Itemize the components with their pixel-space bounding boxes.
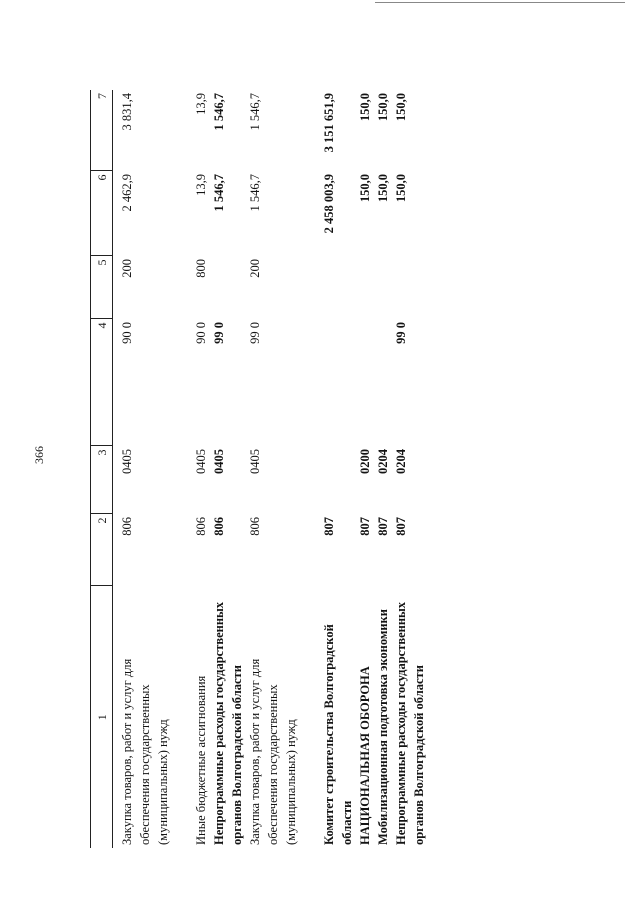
cell-target-code [300, 319, 356, 446]
cell-section-code: 0405 [194, 449, 208, 474]
cell-section-code: 0405 [248, 449, 262, 474]
cell-ministry-code: 807 [376, 517, 390, 536]
table-row [356, 90, 374, 848]
cell-amount-1: 150,0 [358, 174, 372, 203]
cell-expense-type [300, 256, 356, 319]
cell-target-code [374, 319, 392, 446]
cell-amount-2: 150,0 [358, 93, 372, 122]
header-cell: 4 [91, 319, 113, 446]
cell-expense-type [356, 256, 374, 319]
cell-amount-2: 150,0 [376, 93, 390, 122]
cell-section-code: 0405 [212, 449, 226, 474]
cell-amount-1: 13,9 [194, 174, 208, 196]
table-row [374, 90, 392, 848]
cell-ministry-code: 806 [194, 517, 208, 536]
cell-ministry-code: 806 [248, 517, 262, 536]
row-name: Непрограммные расходы государственных органов Волгоградской области [394, 601, 426, 845]
header-cell: 2 [91, 514, 113, 586]
cell-amount-2: 1 546,7 [212, 93, 226, 131]
cell-amount-1: 2 458 003,9 [322, 174, 336, 234]
row-name: Закупка товаров, работ и услуг для обеспечения государственных (муниципальных) нужд [248, 658, 298, 845]
cell-section-code: 0200 [358, 449, 372, 474]
cell-amount-2: 13,9 [194, 93, 208, 115]
cell-target-code: 90 0 [120, 322, 134, 344]
cell-amount-1: 1 546,7 [248, 174, 262, 212]
cell-expense-type [392, 256, 428, 319]
table-row [210, 90, 246, 848]
cell-ministry-code: 807 [322, 517, 336, 536]
cell-expense-type: 200 [248, 259, 262, 278]
cell-ministry-code: 806 [120, 517, 134, 536]
table-row [172, 90, 210, 848]
cell-section-code: 0204 [376, 449, 390, 474]
cell-ministry-code: 807 [358, 517, 372, 536]
cell-amount-2: 3 831,4 [120, 93, 134, 131]
top-rule [375, 2, 625, 3]
cell-target-code: 99 0 [248, 322, 262, 344]
table-row [113, 90, 173, 848]
cell-section-code: 0405 [120, 449, 134, 474]
table-row [392, 90, 428, 848]
row-name: Иные бюджетные ассигнования [194, 675, 208, 845]
cell-ministry-code: 806 [212, 517, 226, 536]
cell-amount-2: 150,0 [394, 93, 408, 122]
cell-ministry-code: 807 [394, 517, 408, 536]
cell-target-code: 99 0 [394, 322, 408, 344]
header-cell: 7 [91, 90, 113, 171]
cell-target-code: 99 0 [212, 322, 226, 344]
cell-amount-2: 3 151 651,9 [322, 93, 336, 153]
cell-target-code [356, 319, 374, 446]
header-cell: 1 [91, 586, 113, 848]
header-cell: 5 [91, 256, 113, 319]
cell-section-code: 0204 [394, 449, 408, 474]
row-name: Непрограммные расходы государственных органов Волгоградской области [212, 601, 244, 845]
cell-expense-type [210, 256, 246, 319]
row-name: Мобилизационная подготовка экономики [376, 609, 390, 845]
cell-amount-2: 1 546,7 [248, 93, 262, 131]
cell-amount-1: 1 546,7 [212, 174, 226, 212]
header-cell: 3 [91, 446, 113, 514]
cell-expense-type: 800 [194, 259, 208, 278]
budget-table [90, 90, 428, 848]
budget-table-container [90, 90, 488, 848]
cell-amount-1: 2 462,9 [120, 174, 134, 212]
cell-expense-type: 200 [120, 259, 134, 278]
page-number: 366 [32, 446, 46, 464]
cell-section-code [300, 446, 356, 514]
cell-expense-type [374, 256, 392, 319]
cell-amount-1: 150,0 [376, 174, 390, 203]
cell-target-code: 90 0 [194, 322, 208, 344]
header-cell: 6 [91, 171, 113, 256]
cell-amount-1: 150,0 [394, 174, 408, 203]
header-row [91, 90, 113, 848]
row-name: Комитет строительства Волгоградской области [322, 624, 354, 845]
table-row [300, 90, 356, 848]
row-name: НАЦИОНАЛЬНАЯ ОБОРОНА [358, 666, 372, 845]
table-row [246, 90, 300, 848]
row-name: Закупка товаров, работ и услуг для обеспечения государственных (муниципальных) нужд [120, 658, 170, 845]
